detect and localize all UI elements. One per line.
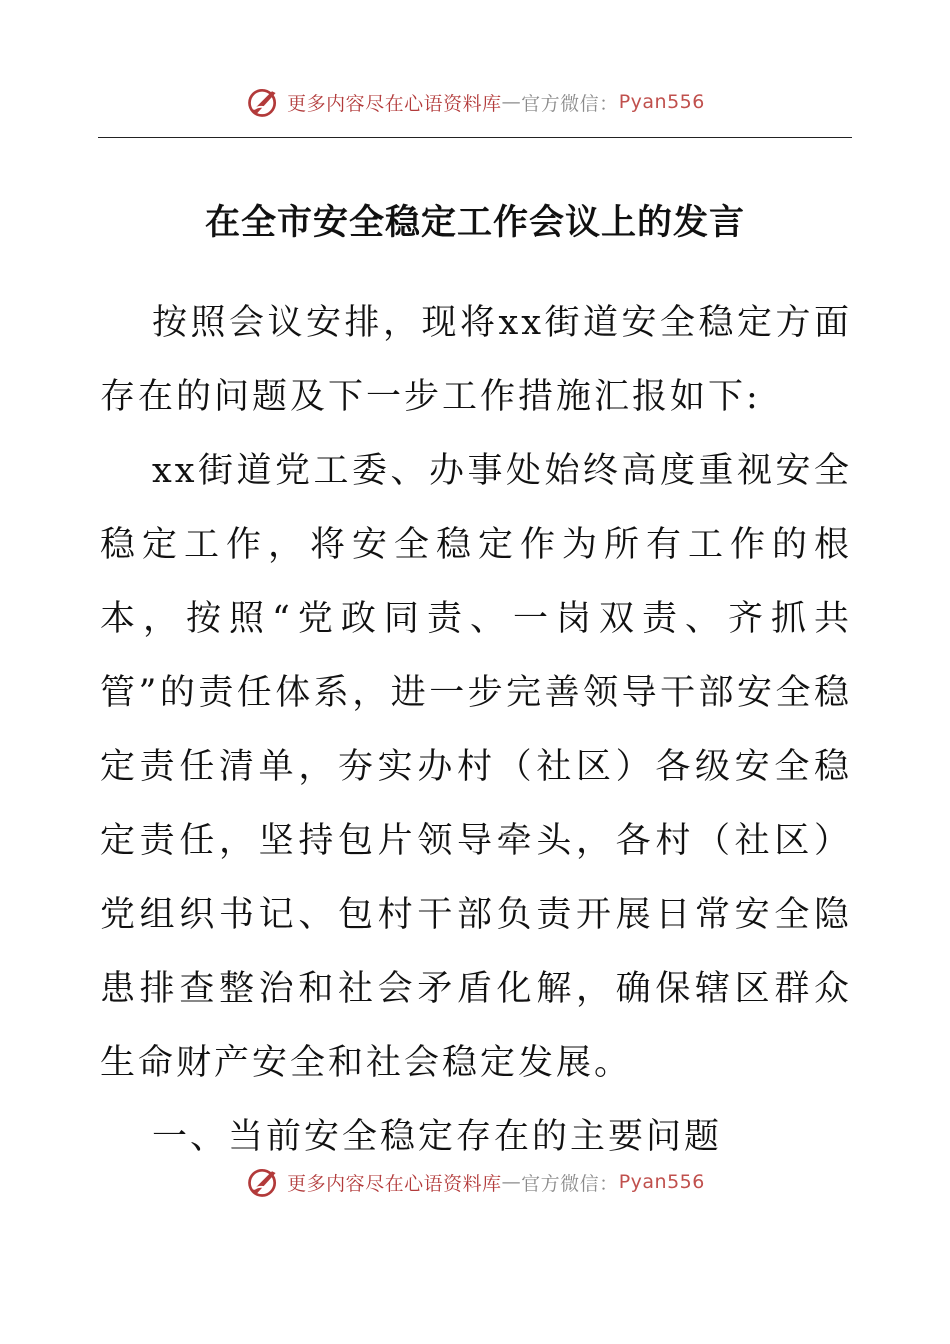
watermark-label: 官方微信： (521, 1172, 619, 1195)
pen-logo-icon (245, 84, 281, 120)
watermark-brand: 更多内容尽在心语资料库 (287, 92, 502, 115)
footer-watermark (0, 1162, 950, 1202)
watermark-separator: — (501, 1171, 522, 1193)
paragraph-intro: 按照会议安排，现将xx街道安全稳定方面存在的问题及下一步工作措施汇报如下: (100, 303, 852, 417)
document-body (100, 286, 852, 1174)
watermark-wechat-id: Pyan556 (618, 91, 705, 113)
watermark-wechat-id: Pyan556 (618, 1171, 705, 1193)
header-divider (98, 137, 852, 138)
watermark-label: 官方微信： (521, 92, 619, 115)
section-heading: 一、当前安全稳定存在的主要问题 (152, 1117, 723, 1157)
pen-logo-icon (245, 1164, 281, 1200)
header-watermark (0, 82, 950, 122)
watermark-brand: 更多内容尽在心语资料库 (287, 1172, 502, 1195)
watermark-separator: — (501, 91, 522, 113)
document-title: 在全市安全稳定工作会议上的发言 (204, 203, 745, 243)
paragraph-main: xx街道党工委、办事处始终高度重视安全稳定工作，将安全稳定作为所有工作的根本，按照“党政同责、一岗双责、齐抓共管”的责任体系，进一步完善领导干部安全稳定责任清单，夯实办村（社区）各级安全稳定责任，坚持包片领导牵头，各村（社区）党组织书记、包村干部负责开展日常安全隐患排查整治和社会矛盾化解，确保辖区群众生命财产安全和社会稳定发展。 (100, 451, 852, 1083)
